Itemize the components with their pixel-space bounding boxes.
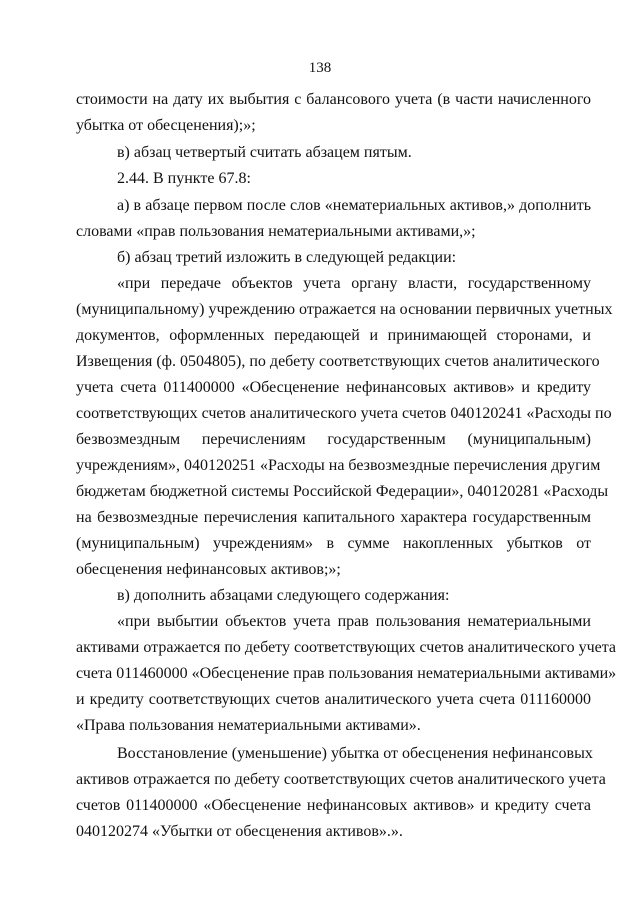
text-line: а) в абзаце первом после слов «нематериальных активов,» дополнить	[117, 197, 591, 214]
text-line: активами отражается по дебету соответствующих счетов аналитического учета	[76, 639, 617, 656]
text-line: безвозмездным перечислениям государственным (муниципальным)	[76, 431, 591, 448]
text-line: в) дополнить абзацами следующего содержания:	[117, 587, 450, 604]
text-line: учета счета 011400000 «Обесценение нефинансовых активов» и кредиту	[76, 379, 591, 396]
text-line: «Права пользования нематериальными активами».	[76, 717, 421, 734]
text-line: на безвозмездные перечисления капитального характера государственным	[76, 509, 591, 526]
text-line: учреждениям», 040120251 «Расходы на безвозмездные перечисления другим	[76, 457, 601, 474]
text-line: Восстановление (уменьшение) убытка от обесценения нефинансовых	[117, 745, 593, 762]
text-line: б) абзац третий изложить в следующей редакции:	[117, 249, 457, 266]
text-line: 040120274 «Убытки от обесценения активов».».	[76, 823, 403, 840]
text-line: стоимости на дату их выбытия с балансового учета (в части начисленного	[76, 91, 591, 108]
text-line: счета 011460000 «Обесценение прав пользования нематериальными активами»	[76, 665, 617, 682]
text-line: Извещения (ф. 0504805), по дебету соответствующих счетов аналитического	[76, 353, 600, 370]
text-line: в) абзац четвертый считать абзацем пятым.	[117, 144, 412, 161]
text-line: «при выбытии объектов учета прав пользования нематериальными	[117, 613, 591, 630]
text-line: соответствующих счетов аналитического учета счетов 040120241 «Расходы по	[76, 405, 612, 422]
text-line: убытка от обесценения);»;	[76, 117, 256, 134]
page-number: 138	[308, 60, 332, 76]
text-line: активов отражается по дебету соответствующих счетов аналитического учета	[76, 771, 606, 788]
text-line: (муниципальным) учреждениям» в сумме накопленных убытков от	[76, 535, 591, 552]
text-line: документов, оформленных передающей и принимающей сторонами, и	[76, 327, 591, 344]
text-line: обесценения нефинансовых активов;»;	[76, 561, 341, 578]
text-line: бюджетам бюджетной системы Российской Федерации», 040120281 «Расходы	[76, 483, 609, 500]
text-line: счетов 011400000 «Обесценение нефинансовых активов» и кредиту счета	[76, 797, 591, 814]
text-line: (муниципальному) учреждению отражается на основании первичных учетных	[76, 301, 613, 318]
text-line: словами «прав пользования нематериальными активами,»;	[76, 223, 476, 240]
text-line: и кредиту соответствующих счетов аналитического учета счета 011160000	[76, 691, 591, 708]
text-line: «при передаче объектов учета органу власти, государственному	[117, 275, 591, 292]
text-line: 2.44. В пункте 67.8:	[117, 170, 251, 187]
